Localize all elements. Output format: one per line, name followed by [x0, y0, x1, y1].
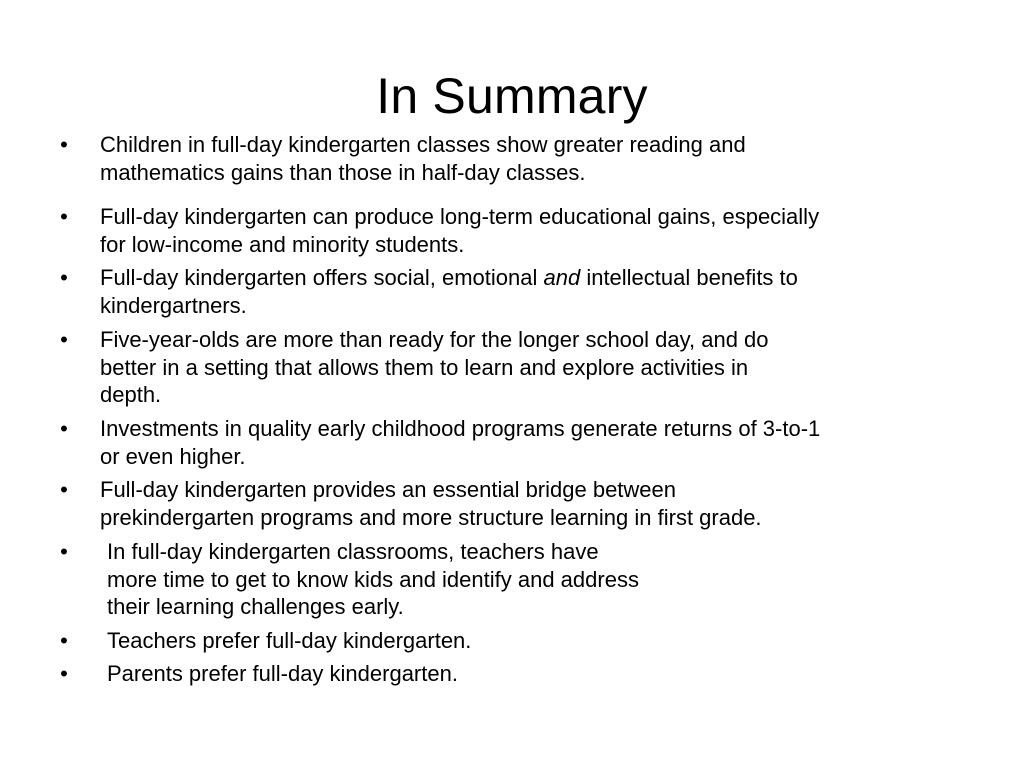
bullet-line: their learning challenges early.: [107, 594, 404, 619]
bullet-icon: •: [60, 661, 68, 686]
slide-title: In Summary: [376, 68, 648, 124]
bullet-line: better in a setting that allows them to learn and explore activities in: [100, 354, 749, 380]
bullet-icon: •: [60, 132, 68, 157]
bullet-text: [107, 627, 987, 655]
bullet-text: [100, 415, 980, 470]
bullet-line: [100, 264, 980, 292]
bullet-line: prekindergarten programs and more structure learning in first grade.: [100, 504, 762, 530]
bullet-line: Full-day kindergarten provides an essential bridge between: [100, 477, 677, 502]
bullet-icon: •: [60, 204, 68, 229]
bullet-icon: •: [60, 539, 68, 564]
bullet-line: Full-day kindergarten can produce long-term educational gains, especially: [100, 204, 820, 229]
bullet-line: Children in full-day kindergarten classes show greater reading and: [100, 132, 746, 157]
bullet-icon: •: [60, 265, 68, 290]
bullet-line: or even higher.: [100, 443, 246, 469]
bullet-line: for low-income and minority students.: [100, 231, 465, 257]
bullet-text: [100, 326, 980, 409]
bullet-text-segment: intellectual benefits to: [580, 265, 798, 290]
bullet-line: kindergartners.: [100, 292, 247, 318]
bullet-line: depth.: [100, 382, 162, 407]
bullet-text: [107, 538, 987, 621]
emphasis-text: and: [543, 265, 581, 290]
bullet-text: [100, 476, 980, 531]
bullet-line: Parents prefer full-day kindergarten.: [107, 661, 458, 686]
bullet-text: [100, 203, 980, 258]
bullet-text: [100, 131, 980, 186]
bullet-icon: •: [60, 327, 68, 352]
bullet-text: [107, 660, 987, 688]
bullet-icon: •: [60, 477, 68, 502]
bullet-line: mathematics gains than those in half-day classes.: [100, 159, 586, 185]
bullet-line: Five-year-olds are more than ready for the longer school day, and do: [100, 327, 769, 352]
bullet-text: [100, 264, 980, 319]
bullet-text-segment: Full-day kindergarten offers social, emotional: [100, 265, 544, 290]
bullet-line: more time to get to know kids and identify and address: [107, 566, 639, 592]
bullet-line: Investments in quality early childhood programs generate returns of 3-to-1: [100, 416, 821, 441]
bullet-line: Teachers prefer full-day kindergarten.: [107, 628, 472, 653]
bullet-icon: •: [60, 628, 68, 653]
bullet-icon: •: [60, 416, 68, 441]
bullet-line: In full-day kindergarten classrooms, teachers have: [107, 539, 599, 564]
